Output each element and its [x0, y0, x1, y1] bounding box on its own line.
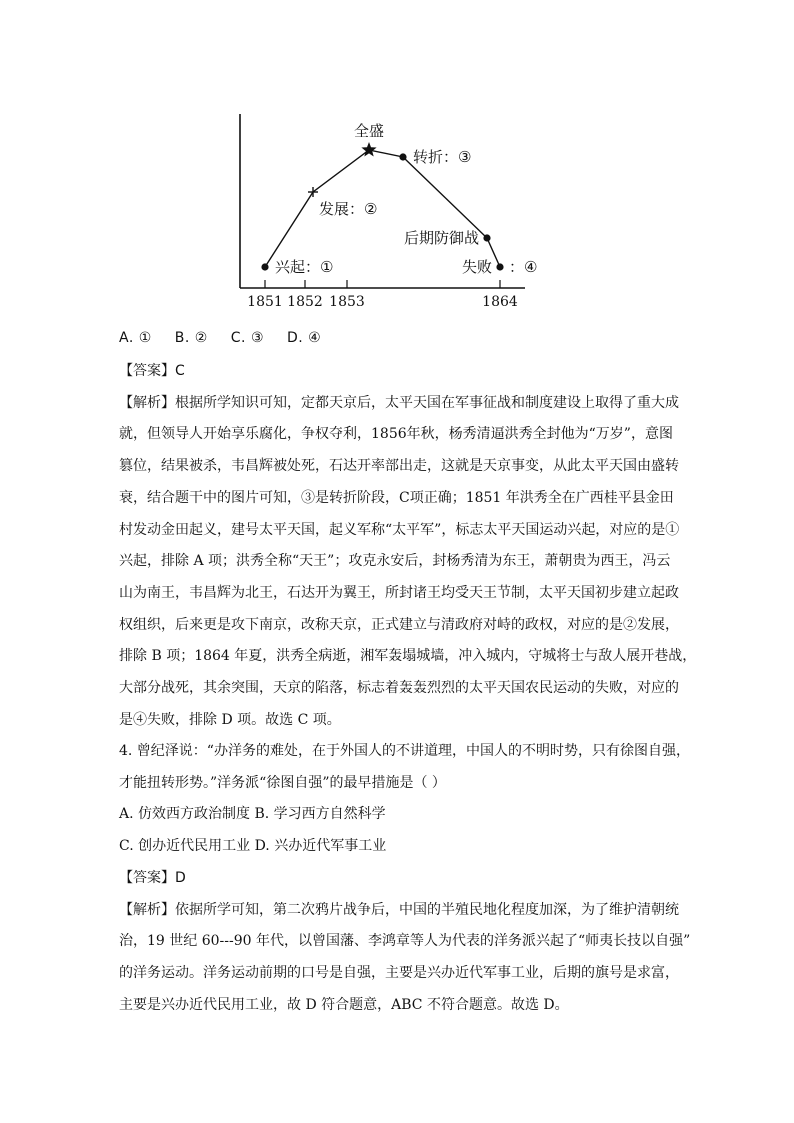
x-tick-label: 1851 [247, 294, 283, 310]
q3-answer-block [119, 356, 697, 736]
q3-analysis-line: 衰，结合题干中的图片可知，③是转折阶段，C项正确；1851 年洪秀全在广西桂平县金田 [119, 489, 674, 506]
q3-analysis-line: 排除 B 项；1864 年夏，洪秀全病逝，湘军轰塌城墙，冲入城内，守城将士与敌人展开巷战， [119, 648, 697, 665]
q4-stem-line: 4. 曾纪泽说：“办洋务的难处，在于外国人的不讲道理，中国人的不明时势，只有徐图自强， [119, 743, 690, 759]
timeline-svg [225, 100, 565, 320]
point-dot-marker [483, 234, 490, 241]
x-tick-label: 1853 [329, 294, 365, 310]
point-label: 转折：③ [413, 148, 472, 166]
q4-analysis-line: 主要是兴办近代民用工业，故 D 符合题意，ABC 不符合题意。故选 D。 [119, 996, 569, 1013]
q3-analysis-line: 就，但领导人开始享乐腐化，争权夺利，1856年秋，杨秀清逼洪秀全封他为“万岁”，意图 [119, 426, 673, 443]
point-dot-marker [496, 263, 503, 270]
q3-option-c: C. ③ [230, 330, 264, 346]
q3-options [119, 330, 339, 346]
q4-stem-line: 才能扭转形势。”洋务派“徐图自强”的最早措施是（ ） [119, 774, 446, 791]
q3-answer: 【答案】C [119, 363, 185, 379]
trend-line [265, 150, 500, 267]
point-label: 全盛 [353, 122, 385, 140]
end-point-label: ：④ [509, 258, 538, 276]
q3-option-b: B. ② [174, 330, 208, 346]
point-dot-marker [399, 153, 406, 160]
q4-option-line: A. 仿效西方政治制度 B. 学习西方自然科学 [119, 806, 386, 823]
point-dot-marker [261, 263, 268, 270]
taiping-timeline-figure [225, 100, 565, 320]
q4-analysis-line: 的洋务运动。洋务运动前期的口号是自强，主要是兴办近代军事工业，后期的旗号是求富， [119, 964, 679, 981]
q4-option-line: C. 创办近代民用工业 D. 兴办近代军事工业 [119, 838, 387, 855]
q3-analysis-line: 【解析】根据所学知识可知，定都天京后，太平天国在军事征战和制度建设上取得了重大成 [119, 394, 679, 411]
q3-option-d: D. ④ [286, 330, 322, 346]
q4-analysis-line: 【解析】依据所学可知，第二次鸦片战争后，中国的半殖民地化程度加深，为了维护清朝统 [119, 901, 679, 918]
q4-answer: 【答案】D [119, 869, 186, 886]
q3-analysis-line: 权组织，后来更是攻下南京，改称天京，正式建立与清政府对峙的政权，对应的是②发展， [119, 616, 679, 633]
point-label: 兴起：① [275, 258, 334, 276]
point-label: 发展：② [319, 200, 378, 218]
q3-analysis-line: 篡位，结果被杀，韦昌辉被处死，石达开率部出走，这就是天京事变，从此太平天国由盛转 [119, 458, 679, 475]
x-tick-label: 1864 [482, 294, 518, 310]
q4-block [119, 736, 691, 1021]
q4-analysis-line: 治，19 世纪 60---90 年代，以曾国藩、李鸿章等人为代表的洋务派兴起了“师夷长技以自强” [119, 933, 691, 950]
point-label: 后期防御战 [403, 229, 479, 247]
point-label: 失败 [461, 258, 492, 276]
x-tick-label: 1852 [287, 294, 323, 310]
q3-analysis-line: 山为南王，韦昌辉为北王，石达开为翼王，所封诸王均受天王节制，太平天国初步建立起政 [119, 584, 679, 601]
q3-analysis-line: 兴起，排除 A 项；洪秀全称“天王”；攻克永安后，封杨秀清为东王，萧朝贵为西王，冯云 [119, 553, 671, 570]
q3-analysis-line: 村发动金田起义，建号太平天国，起义军称“太平军”，标志太平天国运动兴起，对应的是① [119, 521, 680, 538]
q3-option-a: A. ① [119, 330, 152, 346]
q3-analysis-line: 大部分战死，其余突围，天京的陷落，标志着轰轰烈烈的太平天国农民运动的失败，对应的 [119, 680, 679, 697]
q3-analysis-line: 是④失败，排除 D 项。故选 C 项。 [119, 711, 341, 728]
